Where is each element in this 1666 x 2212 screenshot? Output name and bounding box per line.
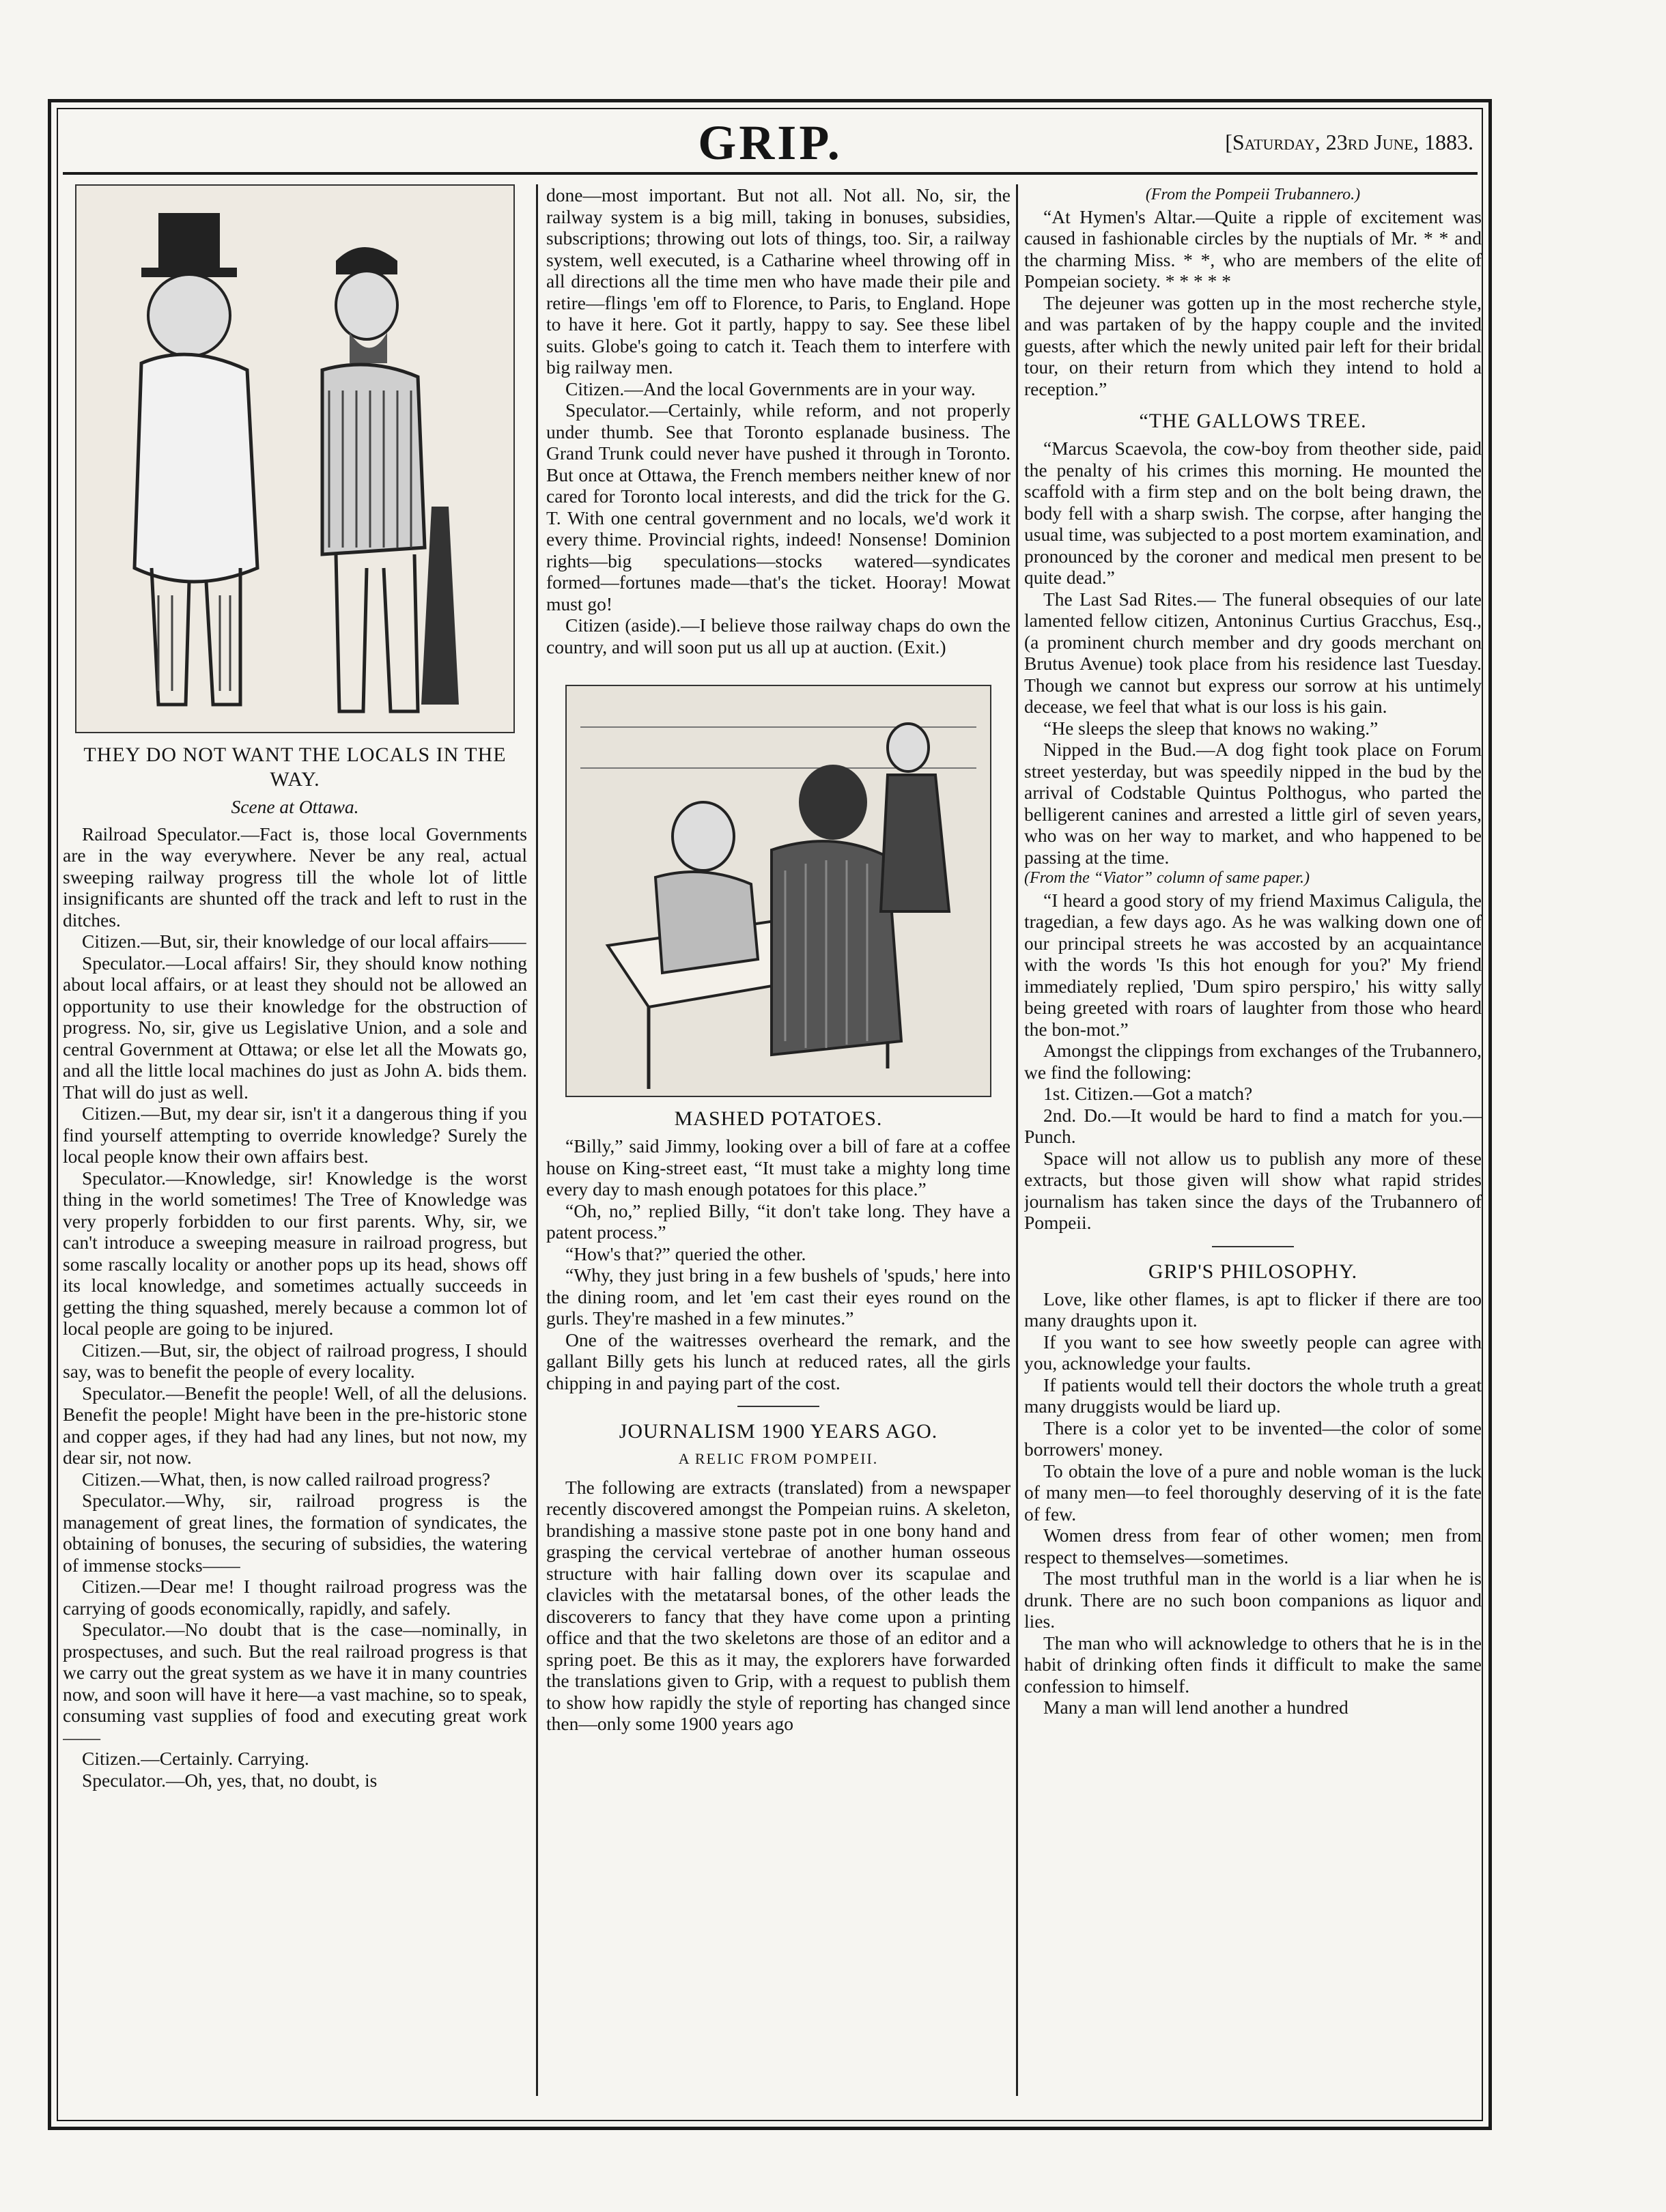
paragraph: Amongst the clippings from exchanges of the Trubannero, we find the following: bbox=[1024, 1040, 1482, 1083]
paragraph: Railroad Speculator.—Fact is, those local Governments are in the way everywhere. Never be any real, actual sweeping railway progress till the whole lot of little insignificants are shunted off the track and left to rust in the ditches. bbox=[63, 823, 527, 931]
paragraph: Citizen (aside).—I believe those railway chaps do own the country, and will soon put us all up at auction. (Exit.) bbox=[546, 614, 1011, 657]
section-divider bbox=[1212, 1246, 1294, 1247]
paragraph: Citizen.—What, then, is now called railroad progress? bbox=[82, 1468, 490, 1490]
paragraph: Citizen.—But, sir, their knowledge of our local affairs—— bbox=[82, 931, 526, 952]
issue-date: [Saturday, 23rd June, 1883. bbox=[1225, 130, 1473, 154]
paragraph: The man who will acknowledge to others that he is in the habit of drinking often finds it difficult to make the same confession to himself. bbox=[1024, 1632, 1482, 1697]
paragraph: The most truthful man in the world is a liar when he is drunk. There are no such boon companions as liquor and lies. bbox=[1024, 1568, 1482, 1632]
section-divider bbox=[737, 1406, 819, 1407]
paragraph: Citizen.—Dear me! I thought railroad progress was the carrying of goods economically, rapidly, and safely. bbox=[63, 1576, 527, 1619]
article-subheading: Scene at Ottawa. bbox=[231, 796, 359, 817]
source-note: (From the Pompeii Trubannero.) bbox=[1145, 186, 1361, 203]
paragraph: Speculator.—No doubt that is the case—nominally, in prospectuses, and such. But the real railroad progress is that we carry out the great system as we have it in many countries now, and soon will have it here—a vast machine, so to speak, consuming vast supplies of food and executing great work—— bbox=[63, 1619, 527, 1748]
paragraph: Citizen.—But, my dear sir, isn't it a dangerous thing if you find yourself attempting to override knowledge? Surely the local people know their own affairs best. bbox=[63, 1103, 527, 1167]
paragraph: “Billy,” said Jimmy, looking over a bill of fare at a coffee house on King-street east, “It must take a mighty long time every day to mash enough potatoes for this place.” bbox=[546, 1135, 1011, 1200]
paragraph: To obtain the love of a pure and noble woman is the luck of many men—to feel thoroughly deserving of it is the fate of few. bbox=[1024, 1460, 1482, 1525]
paragraph: If patients would tell their doctors the whole truth a great many druggists would be liard up. bbox=[1024, 1374, 1482, 1417]
paragraph: Love, like other flames, is apt to flicker if there are too many draughts upon it. bbox=[1024, 1288, 1482, 1331]
article-heading: JOURNALISM 1900 YEARS AGO. bbox=[619, 1420, 938, 1443]
paragraph: “Marcus Scaevola, the cow-boy from theother side, paid the penalty of his crimes this morning. He mounted the scaffold with a firm step and on the bolt being drawn, the body fell with a sharp swish. The corpse, after hanging the usual time, was subjected to a post mortem examination, and pronounced by the coroner and medical men present to be quite dead.” bbox=[1024, 438, 1482, 588]
paragraph: Citizen.—But, sir, the object of railroad progress, I should say, was to benefit the people of every locality. bbox=[63, 1339, 527, 1382]
paragraph: “Oh, no,” replied Billy, “it don't take long. They have a patent process.” bbox=[546, 1200, 1011, 1243]
article-heading: GRIP'S PHILOSOPHY. bbox=[1148, 1260, 1358, 1283]
paragraph: The Last Sad Rites.— The funeral obsequies of our late lamented fellow citizen, Antoninus Curtius Gracchus, Esq., (a prominent church member and dry goods merchant on Brutus Avenue) took place from his residence last Tuesday. Though we cannot but express our sorrow at his untimely decease, we feel that what is our loss is his gain. bbox=[1024, 588, 1482, 717]
column-rule bbox=[1016, 184, 1018, 2096]
source-note: (From the “Viator” column of same paper.) bbox=[1024, 869, 1310, 887]
paragraph: The following are extracts (translated) from a newspaper recently discovered amongst the Pompeian ruins. A skeleton, brandishing a massive stone paste pot in one bony hand and grasping the cervical vertebrae of another human osseous structure with hair falling down over its scapulae and clavicles with the metatarsal bones, of the other leads the discoverers to fancy that they have come upon a printing office and that the two skeletons are those of an editor and a spring poet. Be this as it may, the explorers have forwarded the translations given to Grip, with a request to publish them to show how rapidly the style of reporting has changed since then—only some 1900 years ago bbox=[546, 1476, 1011, 1734]
article-heading: MASHED POTATOES. bbox=[674, 1107, 883, 1130]
paragraph: 2nd. Do.—It would be hard to find a match for you.—Punch. bbox=[1024, 1104, 1482, 1147]
paragraph: If you want to see how sweetly people can agree with you, acknowledge your faults. bbox=[1024, 1331, 1482, 1374]
paragraph: Speculator.—Certainly, while reform, and not properly under thumb. See that Toronto esplanade business. The Grand Trunk could never have pushed it through in Toronto. But once at Ottawa, the French members neither knew of nor cared for Toronto local interests, and did the trick for the G. T. With one central government and no locals, we'd work it every thime. Provincial rights, indeed! Nonsense! Dominion rights—big speculations—stocks watered—syndicates formed—fortunes made—that's the ticket. Hooray! Mowat must go! bbox=[546, 399, 1011, 614]
column-2 bbox=[546, 184, 1011, 2096]
article-heading: THEY DO NOT WANT THE LOCALS IN THE WAY. bbox=[83, 743, 507, 791]
paragraph: Women dress from fear of other women; men from respect to themselves—sometimes. bbox=[1024, 1525, 1482, 1568]
paragraph: One of the waitresses overheard the remark, and the gallant Billy gets his lunch at reduced rates, all the girls chipping in and paying part of the cost. bbox=[546, 1329, 1011, 1393]
paragraph: Speculator.—Why, sir, railroad progress is the management of great lines, the formation of syndicates, the obtaining of bonuses, the securing of subsidies, the watering of immense stocks—— bbox=[63, 1490, 527, 1576]
paragraph: “Why, they just bring in a few bushels of 'spuds,' here into the dining room, and let 'em cast their eyes round on the gurls. They're mashed in a few minutes.” bbox=[546, 1264, 1011, 1329]
column-rule bbox=[536, 184, 538, 2096]
paragraph: Many a man will lend another a hundred bbox=[1043, 1697, 1349, 1718]
paragraph: Speculator.—Knowledge, sir! Knowledge is the worst thing in the world sometimes! The Tree of Knowledge was very properly forbidden to our first parents. Why, sir, we can't introduce a sweeping measure in railroad progress, but some rascally locality or another pops up its head, shows off its local knowledge, and sometimes actually succeeds in getting the thing squashed, merely because a common lot of local people are going to be injured. bbox=[63, 1167, 527, 1339]
cartoon-illustration bbox=[75, 184, 515, 733]
paragraph: “How's that?” queried the other. bbox=[565, 1243, 806, 1264]
paragraph: Citizen.—And the local Governments are in your way. bbox=[565, 378, 976, 399]
article-heading: “THE GALLOWS TREE. bbox=[1139, 410, 1367, 432]
paragraph: done—most important. But not all. Not all. No, sir, the railway system is a big mill, taking in bonuses, subsidies, subscriptions; throwing out lots of things, too. Sir, a railway system, well executed, is a Catharine wheel throwing off in all directions all the time men who have made their pile and retire—flings 'em off to Florence, to Paris, to England. Hope to have it here. Got it partly, happy to say. See these libel suits. Globe's going to catch it. Teach them to interfere with big railway men. bbox=[546, 184, 1011, 378]
paragraph: Nipped in the Bud.—A dog fight took place on Forum street yesterday, but was speedily nipped in the bud by the arrival of Codstable Quintus Polthogus, who parted the belligerent canines and arrested a little girl of seven years, who was on her way to market, and who happened to be passing at the time. bbox=[1024, 739, 1482, 868]
article-subheading: A RELIC FROM POMPEII. bbox=[678, 1450, 879, 1467]
newspaper-title: GRIP. bbox=[698, 115, 843, 170]
column-1 bbox=[63, 184, 527, 2096]
paragraph: Speculator.—Local affairs! Sir, they should know nothing about local affairs, or at least they should not be allowed an opportunity to use their knowledge for the obstruction of progress. No, sir, give us Legislative Union, and a sole and central Government at Ottawa; or else let all the Mowats go, and all the little local machines do just as John A. bids them. That will do just as well. bbox=[63, 952, 527, 1103]
masthead bbox=[63, 111, 1478, 175]
paragraph: “At Hymen's Altar.—Quite a ripple of excitement was caused in fashionable circles by the nuptials of Mr. * * and the charming Miss. * *, who are members of the elite of Pompeian society. * * * * * bbox=[1024, 205, 1482, 292]
paragraph: “I heard a good story of my friend Maximus Caligula, the tragedian, a few days ago. As he was walking down one of our principal streets he was accosted by an acquaintance with the words 'Is this hot enough for you?' My friend immediately replied, 'Dum spiro perspiro,' his witty sally being greeted with roars of laughter from those who heard the bon-mot.” bbox=[1024, 889, 1482, 1040]
column-3 bbox=[1024, 184, 1482, 2096]
paragraph: Space will not allow us to publish any more of these extracts, but those given will show what rapid strides journalism has taken since the days of the Trubannero of Pompeii. bbox=[1024, 1147, 1482, 1233]
cartoon-illustration bbox=[565, 685, 991, 1097]
paragraph: Citizen.—Certainly. Carrying. bbox=[82, 1748, 309, 1769]
paragraph: The dejeuner was gotten up in the most recherche style, and was partaken of by the happy couple and the invited guests, after which the newly united pair left for their bridal tour, on their return from which they intend to hold a reception.” bbox=[1024, 292, 1482, 399]
paragraph: 1st. Citizen.—Got a match? bbox=[1043, 1083, 1253, 1104]
paragraph: Speculator.—Benefit the people! Well, of all the delusions. Benefit the people! Might have been in the pre-historic stone and copper ages, if they had had any lines, but not now, my dear sir, not now. bbox=[63, 1382, 527, 1468]
paragraph: Speculator.—Oh, yes, that, no doubt, is bbox=[82, 1769, 378, 1791]
paragraph: There is a color yet to be invented—the color of some borrowers' money. bbox=[1024, 1417, 1482, 1460]
paragraph: “He sleeps the sleep that knows no waking.” bbox=[1043, 717, 1379, 739]
